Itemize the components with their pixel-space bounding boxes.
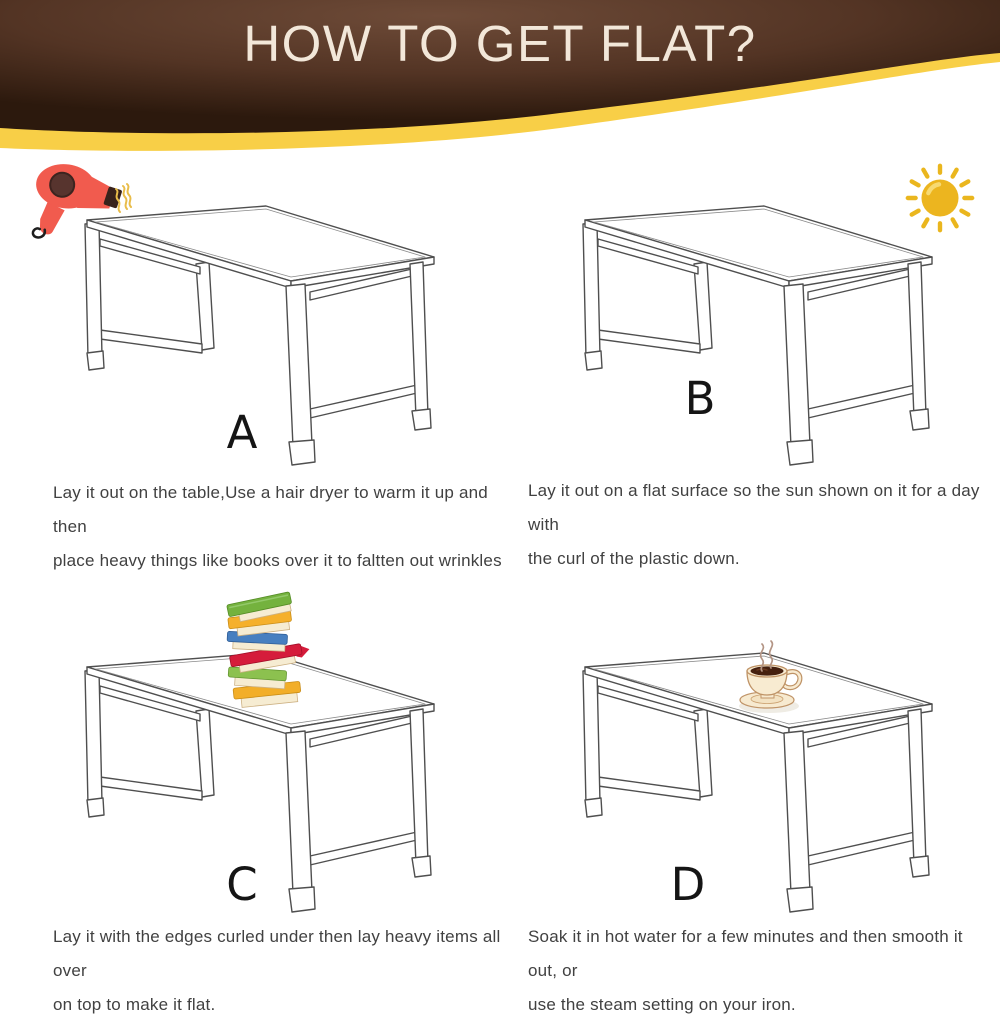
panel-caption: [53, 920, 508, 1022]
books-stack-icon: [215, 596, 311, 714]
coffee-cup-icon: [723, 639, 811, 719]
caption-line: Lay it with the edges curled under then lay heavy items all over: [53, 927, 501, 980]
caption-line: Lay it out on the table,Use a hair dryer to warm it up and then: [53, 483, 488, 536]
panel-caption: [528, 920, 983, 1022]
panel-label: B: [684, 372, 716, 425]
caption-line: the curl of the plastic down.: [528, 549, 740, 568]
panel-label: D: [670, 858, 706, 911]
hair-dryer-icon: [20, 161, 130, 241]
panel-caption: [53, 476, 508, 578]
caption-line: Lay it out on a flat surface so the sun shown on it for a day with: [528, 481, 980, 534]
panel-label: A: [226, 406, 258, 459]
caption-line: place heavy things like books over it to faltten out wrinkles: [53, 551, 502, 570]
sun-icon: [901, 159, 979, 237]
caption-line: use the steam setting on your iron.: [528, 995, 796, 1014]
panel-caption: [528, 474, 983, 576]
table-illustration: [558, 190, 958, 480]
caption-line: on top to make it flat.: [53, 995, 216, 1014]
panel-label: C: [226, 858, 258, 911]
caption-line: Soak it in hot water for a few minutes and then smooth it out, or: [528, 927, 963, 980]
page-title: HOW TO GET FLAT?: [243, 15, 757, 72]
